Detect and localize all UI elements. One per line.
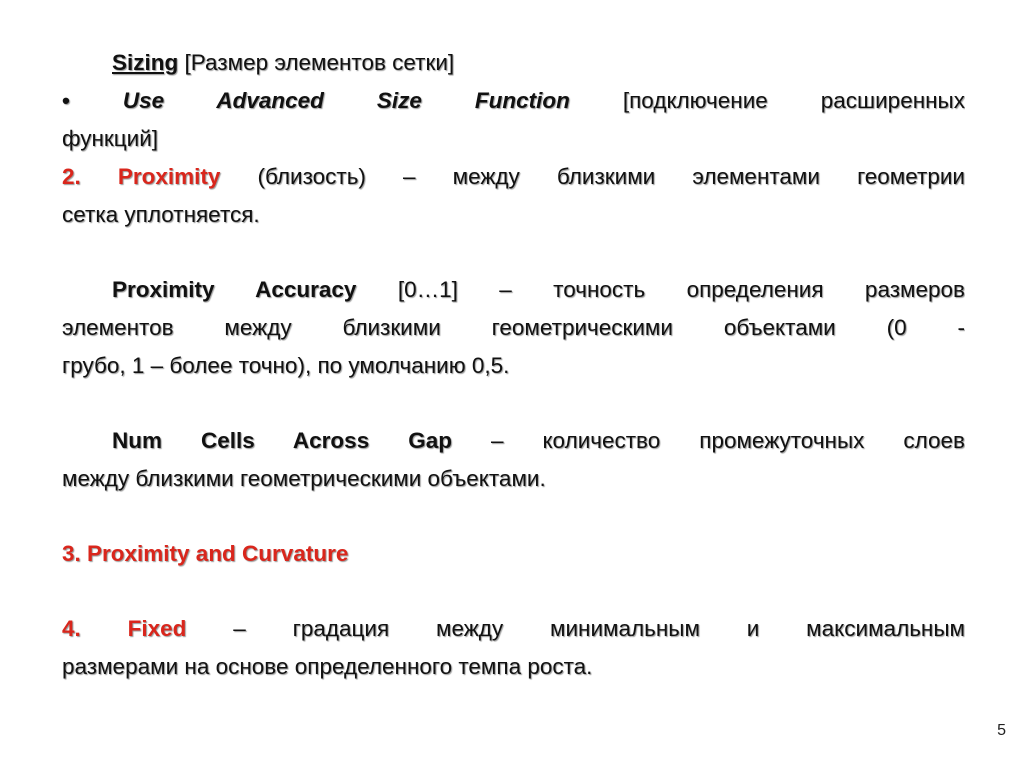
gap-term: Num Cells Across Gap bbox=[112, 428, 452, 453]
sizing-heading bbox=[62, 44, 965, 82]
accuracy-desc-2: элементов между близкими геометрическими объектами (0 - bbox=[62, 315, 965, 340]
proximity-line bbox=[62, 158, 965, 196]
accuracy-term: Proximity Accuracy bbox=[112, 277, 357, 302]
fixed-line bbox=[62, 610, 965, 648]
page-number: 5 bbox=[997, 722, 1006, 739]
proximity-term: 2. Proximity bbox=[62, 164, 221, 189]
advanced-desc-cont: функций] bbox=[62, 126, 159, 151]
advanced-desc: [подключение расширенных bbox=[622, 88, 965, 113]
curvature-term: 3. Proximity and Curvature bbox=[62, 541, 349, 566]
gap-desc-2: между близкими геометрическими объектами. bbox=[62, 466, 546, 491]
sizing-desc: [Размер элементов сетки] bbox=[184, 50, 455, 75]
accuracy-desc-3: грубо, 1 – более точно), по умолчанию 0,5. bbox=[62, 353, 510, 378]
advanced-line bbox=[62, 82, 965, 120]
curvature-heading bbox=[62, 535, 965, 573]
gap-desc: – количество промежуточных слоев bbox=[490, 428, 965, 453]
proximity-desc-cont: сетка уплотняется. bbox=[62, 202, 260, 227]
fixed-desc-2: размерами на основе определенного темпа роста. bbox=[62, 654, 593, 679]
accuracy-desc: [0…1] – точность определения размеров bbox=[397, 277, 965, 302]
proximity-desc: (близость) – между близкими элементами геометрии bbox=[257, 164, 965, 189]
bullet: • bbox=[62, 88, 70, 113]
gap-line bbox=[62, 422, 965, 460]
advanced-term: Use Advanced Size Function bbox=[122, 88, 570, 113]
slide-content bbox=[62, 44, 965, 686]
accuracy-line bbox=[62, 271, 965, 309]
fixed-desc: – градация между минимальным и максимальным bbox=[233, 616, 965, 641]
fixed-term: 4. Fixed bbox=[62, 616, 187, 641]
sizing-term: Sizing bbox=[112, 50, 179, 75]
